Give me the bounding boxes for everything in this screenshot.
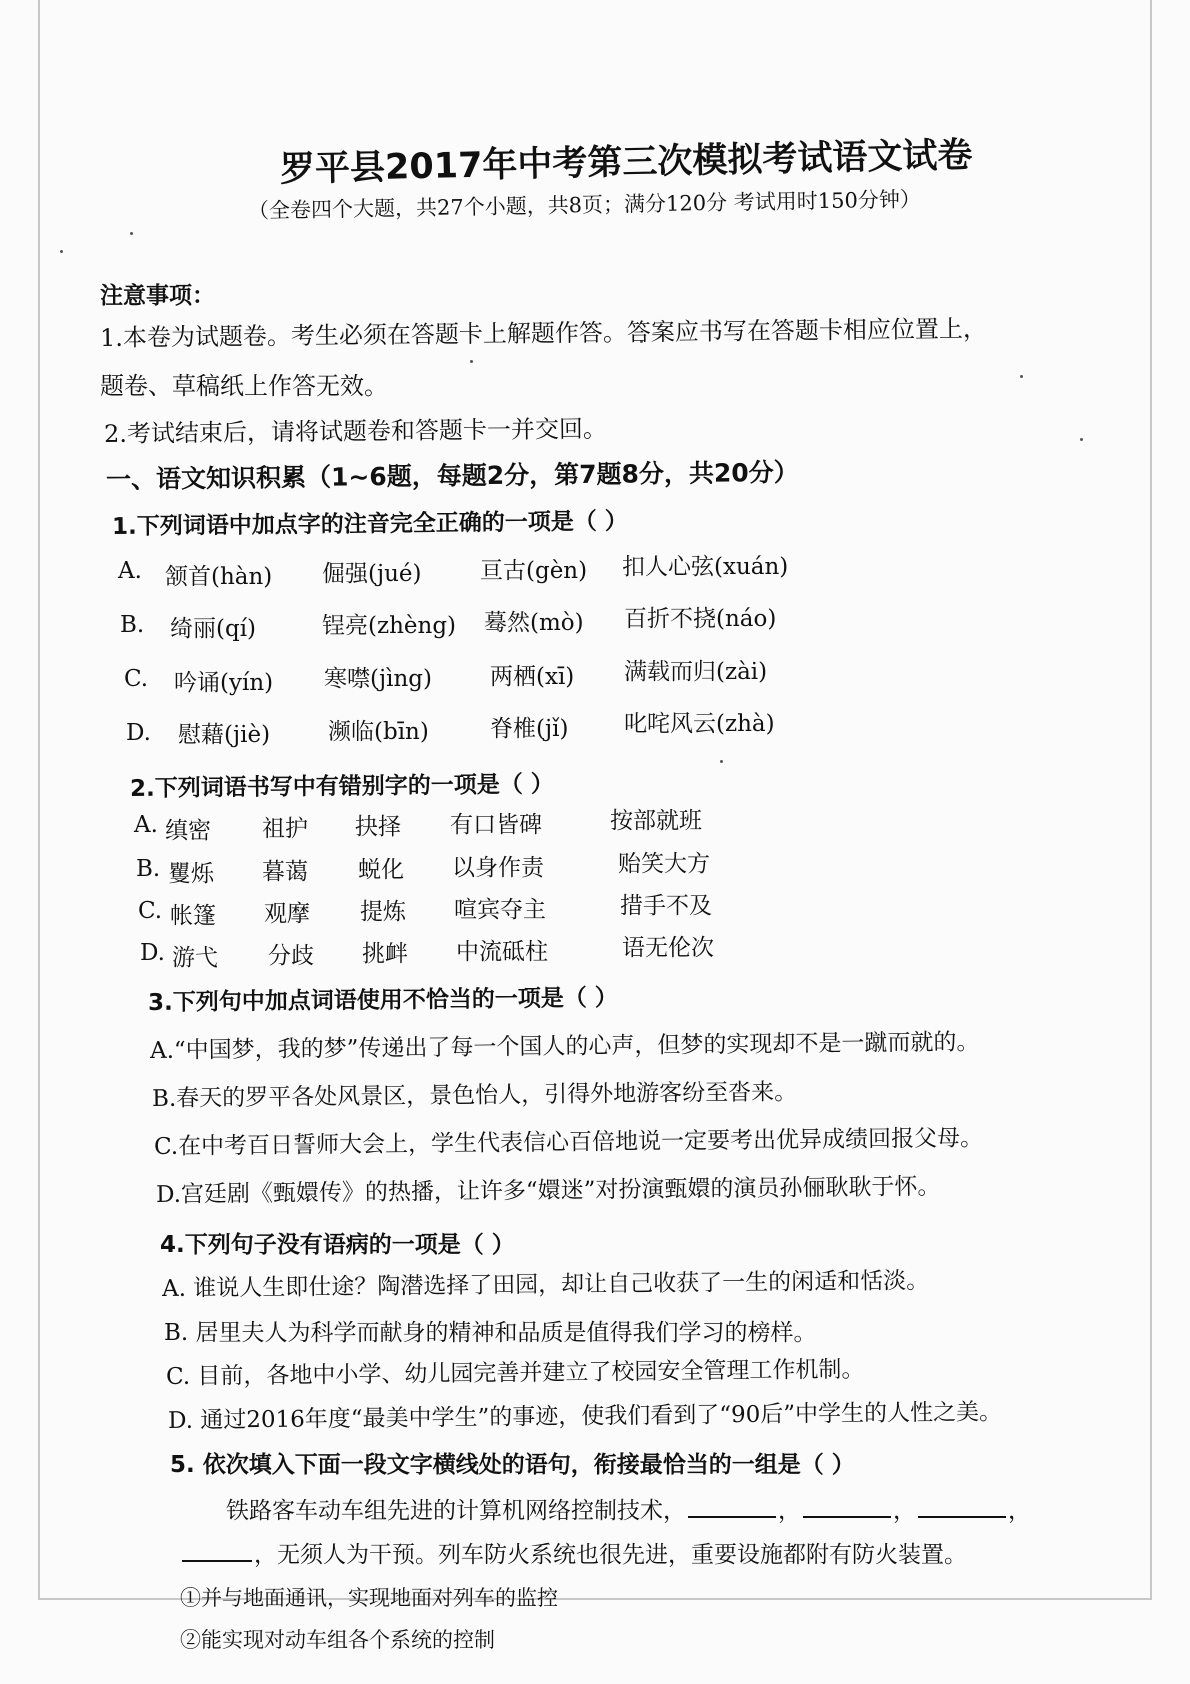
option-word: 挑衅 <box>362 941 408 967</box>
option-word: 观摩 <box>264 901 310 927</box>
option-word: 措手不及 <box>620 893 712 919</box>
question-3-stem: 3.下列句中加点词语使用不恰当的一项是（ ） <box>147 985 618 1016</box>
option-word: 帐篷 <box>170 903 216 929</box>
option-word: 语无伦次 <box>622 935 714 961</box>
option-word: 慰藉(jiè) <box>178 722 271 748</box>
option-word: 喧宾夺主 <box>454 897 546 923</box>
question-3-option-c: C.在中考百日誓师大会上，学生代表信心百倍地说一定要考出优异成绩回报父母。 <box>153 1125 984 1160</box>
option-word: 分歧 <box>268 943 314 969</box>
option-label: B. <box>136 856 161 882</box>
notice-item-1-cont: 题卷、草稿纸上作答无效。 <box>100 372 388 400</box>
section-1-heading: 一、语文知识积累（1~6题，每题2分，第7题8分，共20分） <box>105 457 799 494</box>
notice-heading: 注意事项： <box>100 283 215 309</box>
option-label: A. <box>118 558 142 584</box>
question-5-item-1: ①并与地面通讯，实现地面对列车的监控 <box>180 1586 558 1610</box>
scan-border-left <box>38 0 40 1600</box>
exam-subtitle: （全卷四个大题，共27个小题，共8页；满分120分 考试用时150分钟） <box>247 187 922 223</box>
question-4-option-b: B. 居里夫人为科学而献身的精神和品质是值得我们学习的榜样。 <box>164 1320 817 1346</box>
passage-text: 铁路客车动车组先进的计算机网络控制技术， <box>226 1498 686 1524</box>
question-2-stem: 2.下列词语书写中有错别字的一项是（ ） <box>129 771 554 802</box>
option-word: 百折不挠(náo) <box>624 606 777 632</box>
option-word: 绮丽(qí) <box>170 616 257 642</box>
fill-blank-4 <box>182 1542 252 1562</box>
scan-speck <box>130 232 133 235</box>
question-5-stem: 5. 依次填入下面一段文字横线处的语句，衔接最恰当的一组是（ ） <box>170 1452 855 1478</box>
exam-title: 罗平县2017年中考第三次模拟考试语文试卷 <box>279 135 973 190</box>
notice-item-1: 1.本卷为试题卷。考生必须在答题卡上解题作答。答案应书写在答题卡相应位置上， <box>99 314 988 352</box>
option-label: D. <box>140 940 165 966</box>
option-label: B. <box>120 612 145 638</box>
option-word: 提炼 <box>360 899 406 925</box>
question-5-passage-line-1 <box>226 1492 1031 1525</box>
question-4-option-c: C. 目前，各地中小学、幼儿园完善并建立了校园安全管理工作机制。 <box>165 1356 865 1390</box>
option-word: 锃亮(zhèng) <box>322 613 457 639</box>
option-word: 叱咤风云(zhà) <box>624 711 775 737</box>
question-3-option-d: D.宫廷剧《甄嬛传》的热播，让许多“嬛迷”对扮演甄嬛的演员孙俪耿耿于怀。 <box>155 1173 941 1208</box>
option-label: D. <box>126 720 151 746</box>
scan-speck <box>470 360 473 363</box>
fill-blank-1 <box>688 1498 776 1518</box>
scan-border-right <box>1150 0 1152 1600</box>
option-label: C. <box>138 898 163 924</box>
question-5-item-2: ②能实现对动车组各个系统的控制 <box>180 1628 495 1652</box>
option-word: 扣人心弦(xuán) <box>622 554 789 580</box>
question-3-option-b: B.春天的罗平各处风景区，景色怡人，引得外地游客纷至沓来。 <box>151 1079 798 1112</box>
option-word: 抉择 <box>355 814 401 840</box>
option-word: 矍烁 <box>168 861 214 887</box>
blank-separator: ， <box>893 1498 916 1524</box>
option-word: 脊椎(jǐ) <box>490 716 569 742</box>
option-word: 蓦然(mò) <box>484 610 584 636</box>
option-word: 有口皆碑 <box>450 812 542 838</box>
question-1-stem: 1.下列词语中加点字的注音完全正确的一项是（ ） <box>111 508 628 540</box>
question-3-option-a: A.“中国梦，我的梦”传递出了每一个国人的心声，但梦的实现却不是一蹴而就的。 <box>149 1029 980 1064</box>
option-word: 中流砥柱 <box>456 939 548 965</box>
scan-speck <box>1080 438 1083 441</box>
option-word: 按部就班 <box>610 808 702 834</box>
question-5-passage-line-2 <box>180 1536 967 1569</box>
blank-separator: ， <box>1008 1498 1031 1524</box>
fill-blank-3 <box>918 1498 1006 1518</box>
fill-blank-2 <box>803 1498 891 1518</box>
option-word: 暮蔼 <box>262 859 308 885</box>
option-word: 两栖(xī) <box>490 664 575 690</box>
passage-text: ，无须人为干预。列车防火系统也很先进，重要设施都附有防火装置。 <box>254 1542 967 1568</box>
option-word: 蜕化 <box>358 857 404 883</box>
scan-speck <box>1020 375 1023 378</box>
option-word: 濒临(bīn) <box>328 719 429 745</box>
scan-speck <box>60 250 63 253</box>
notice-item-2: 2.考试结束后，请将试题卷和答题卡一并交回。 <box>103 414 608 448</box>
option-word: 缜密 <box>165 818 211 844</box>
blank-separator: ， <box>778 1498 801 1524</box>
option-word: 以身作责 <box>452 855 544 881</box>
option-word: 吟诵(yín) <box>174 670 274 696</box>
option-label: A. <box>134 812 158 838</box>
option-word: 倔强(jué) <box>322 561 422 587</box>
option-word: 颔首(hàn) <box>165 564 273 590</box>
option-word: 亘古(gèn) <box>480 558 588 584</box>
option-word: 满载而归(zài) <box>624 659 768 685</box>
question-4-stem: 4.下列句子没有语病的一项是（ ） <box>160 1232 515 1258</box>
option-word: 寒噤(jìng) <box>324 666 432 692</box>
option-word: 游弋 <box>172 945 218 971</box>
scan-speck <box>720 760 723 763</box>
option-word: 贻笑大方 <box>618 851 710 877</box>
question-4-option-d: D. 通过2016年度“最美中学生”的事迹，使我们看到了“90后”中学生的人性之美。 <box>167 1399 1003 1434</box>
question-4-option-a: A. 谁说人生即仕途？陶潜选择了田园，却让自己收获了一生的闲适和恬淡。 <box>161 1267 930 1302</box>
option-label: C. <box>124 666 149 692</box>
option-word: 祖护 <box>262 816 308 842</box>
